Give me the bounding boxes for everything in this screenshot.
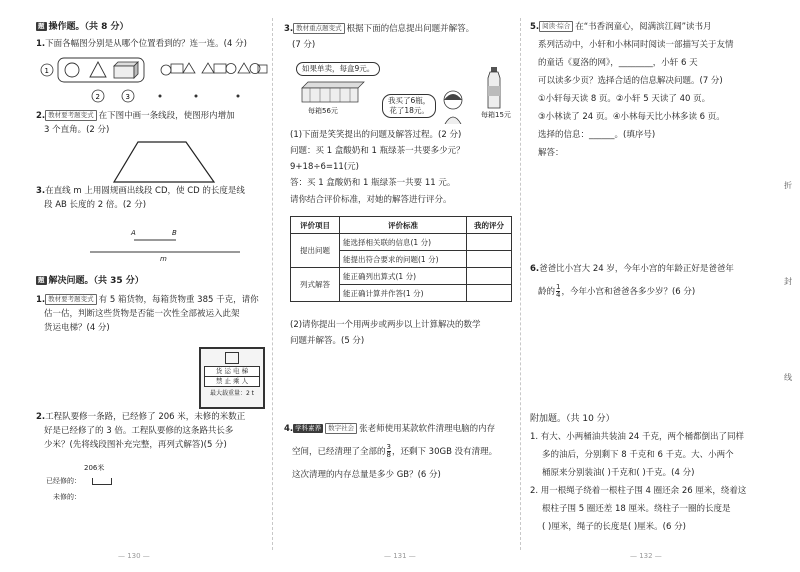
p2-q3-prompt-cont: (7 分) <box>292 40 316 50</box>
q1-prompt: 下面各幅图分别是从哪个位置看到的？连一连。(4 分) <box>45 39 247 49</box>
q4-text <box>36 293 259 307</box>
svg-text:1: 1 <box>44 67 49 75</box>
q4-prompt: 有 5 箱货物，每箱货物重 385 千克，请你 <box>98 295 259 305</box>
p3-q6-prompt: 爸爸比小宫大 24 岁，今年小宫的年龄正好是爸爸年 <box>539 264 734 274</box>
elevator-sign-line1: 货 运 电 梯 <box>204 366 260 377</box>
fraction-denominator: 8 <box>386 451 391 459</box>
p2-q3-tag: 教材重点题变式 <box>293 23 345 34</box>
elevator-icon <box>225 352 239 364</box>
part1-calc: 9+18÷6=11(元) <box>290 162 359 172</box>
q3-number: 3. <box>36 186 46 196</box>
bonus-q1-cont[interactable]: 桶原来分别装油( )千克和( )千克。(4 分) <box>542 468 695 478</box>
page-number: — 131 — <box>384 552 416 560</box>
section-problems-header <box>36 274 144 288</box>
p3-q5-prompt-cont: 可以读多少页？选择合适的信息解决问题。(7 分) <box>538 76 723 86</box>
table-item: 提出问题 <box>291 234 340 268</box>
part2-prompt-cont: 问题并解答。(5 分) <box>290 336 365 346</box>
score-cell[interactable] <box>467 251 512 268</box>
q5-text <box>36 410 245 424</box>
table-criterion: 能正确计算并作答(1 分) <box>340 285 467 302</box>
p3-q6-number: 6. <box>530 264 540 274</box>
q2-prompt: 在下图中画一条线段，使图形内增加 <box>98 111 235 121</box>
table-header: 我的评分 <box>467 217 512 234</box>
tea-bottle-icon <box>484 66 504 110</box>
q5-prompt-cont: 少米？(先将线段图补充完整，再列式解答)(5 分) <box>44 440 227 450</box>
p3-q6-prompt-cont <box>538 284 695 299</box>
table-header: 评价项目 <box>291 217 340 234</box>
girl-speech-line1: 我买了6瓶， <box>388 96 431 105</box>
point-b-label: B <box>172 229 177 237</box>
girl-avatar-icon <box>440 88 466 124</box>
p3-q5-options: ③小林读了 24 页。④小林每天比小林多读 6 页。 <box>538 112 725 122</box>
fraction-denominator: 4 <box>556 291 561 299</box>
section-icon: 题 <box>38 22 45 30</box>
connect-dot[interactable] <box>195 95 198 98</box>
section-operations-header <box>36 20 129 34</box>
p2-q4-text-a: 空间，已经清理了全部的 <box>292 447 386 457</box>
score-cell[interactable] <box>467 234 512 251</box>
part1-scoring-prompt: 请你结合评价标准，对她的解答进行评分。 <box>290 195 452 205</box>
table-criterion: 能选择相关联的信息(1 分) <box>340 234 467 251</box>
svg-text:2: 2 <box>95 93 100 101</box>
segment-done-label: 已经修的： <box>46 477 81 485</box>
view-option-a <box>161 63 195 75</box>
table-criterion: 能提出符合要求的问题(1 分) <box>340 251 467 268</box>
p3-q5-number: 5. <box>530 22 540 32</box>
page-number: — 130 — <box>118 552 150 560</box>
page-131 <box>278 0 516 572</box>
fraction-numerator: 1 <box>556 283 561 291</box>
q3-prompt: 在直线 m 上用圆规画出线段 CD，使 CD 的长度是线 <box>45 186 245 196</box>
p2-q4-text-b: ，还剩下 30GB 没有清理。 <box>391 447 498 457</box>
view-label-3 <box>122 90 134 102</box>
segment-todo-label: 未修的： <box>53 493 81 501</box>
q2-tag: 教材要考题变式 <box>45 110 97 121</box>
p3-q5-prompt: 在“书香润童心，阅满滨江阔”读书月 <box>575 22 712 32</box>
view-label-2 <box>92 90 104 102</box>
part1-problem: 问题：买 1 盒酸奶和 1 瓶绿茶一共要多少元？ <box>290 146 465 156</box>
score-cell[interactable] <box>467 268 512 285</box>
p2-q4-prompt: 张老师使用某款软件清理电脑的内存 <box>359 424 496 434</box>
q5-prompt: 工程队要修一条路，已经修了 206 米，未修的米数正 <box>45 412 246 422</box>
girl-speech-line2: 花了18元。 <box>389 106 429 115</box>
bottle-price-label: 每箱15元 <box>481 111 511 119</box>
p3-q5-prompt-cont: 系列活动中，小轩和小林同时阅读一部描写关于友情 <box>538 40 734 50</box>
p3-q5-text <box>530 20 712 34</box>
p3-q5-choice[interactable]: 选择的信息：______。(填序号) <box>538 130 656 140</box>
part1-prompt: (1)下面是笑笑提出的问题及解答过程。(2 分) <box>290 130 462 140</box>
p3-q6-text-a: 龄的 <box>538 287 556 297</box>
q5-prompt-cont: 好是已经修了的 3 倍。工程队要修的这条路共长多 <box>44 426 234 436</box>
fraction-numerator: 3 <box>386 443 391 451</box>
bonus-q2-cont[interactable]: ( )厘米，绳子的长度是( )厘米。(6 分) <box>542 522 686 532</box>
part1-answer: 答：买 1 盒酸奶和 1 瓶绿茶一共要 11 元。 <box>290 178 456 188</box>
view-option-c <box>238 63 267 74</box>
q1-text <box>36 37 247 51</box>
price-bubble: 如果单卖，每盒9元。 <box>296 62 380 76</box>
elevator-capacity: 最大载重量：2 t <box>209 390 255 397</box>
section-icon: 题 <box>38 276 45 284</box>
p2-q3-prompt: 根据下面的信息提出问题并解答。 <box>346 24 475 34</box>
q1-number: 1. <box>36 39 46 49</box>
p3-q6-text-b: ，今年小宫和爸爸各多少岁？(6 分) <box>561 287 696 297</box>
score-cell[interactable] <box>467 285 512 302</box>
p3-q5-solve-label: 解答： <box>538 148 564 158</box>
views-figure <box>38 56 268 104</box>
fraction-three-eighths <box>387 444 391 459</box>
p2-q3-text <box>284 22 474 36</box>
scoring-table <box>290 216 512 302</box>
p3-q5-options: ①小轩每天读 8 页。②小轩 5 天读了 40 页。 <box>538 94 711 104</box>
q2-text <box>36 109 235 123</box>
box-price-label: 每箱56元 <box>308 107 338 115</box>
binding-margin-char: 线 <box>784 373 792 382</box>
q2-prompt-cont: 3 个直角。(2 分) <box>44 125 110 135</box>
elevator-sign-line2: 禁 止 乘 人 <box>204 377 260 387</box>
page-132 <box>526 0 774 572</box>
table-row <box>291 234 512 251</box>
view-option-b <box>202 63 236 74</box>
table-row <box>291 268 512 285</box>
elevator-sign <box>199 347 265 409</box>
q2-number: 2. <box>36 111 46 121</box>
q4-tag: 教材要考题变式 <box>45 294 97 305</box>
page-number: — 132 — <box>630 552 662 560</box>
fraction-one-quarter <box>556 284 560 299</box>
cuboid-front <box>114 66 134 78</box>
girl-speech-bubble <box>382 94 436 118</box>
svg-text:3: 3 <box>125 93 130 101</box>
page-130 <box>0 0 266 572</box>
table-header: 评价标准 <box>340 217 467 234</box>
p3-q5-tag: 阅读·综合 <box>539 21 573 32</box>
bonus-header: 附加题。（共 10 分） <box>530 414 615 424</box>
sphere-shape <box>65 63 79 77</box>
table-criterion: 能正确列出算式(1 分) <box>340 268 467 285</box>
segment-done-bar <box>92 478 112 485</box>
q3-prompt-cont: 段 AB 长度的 2 倍。(2 分) <box>44 200 147 210</box>
connect-dot[interactable] <box>159 95 162 98</box>
section-title: 操作题。（共 8 分） <box>48 22 129 32</box>
yogurt-box-icon <box>298 80 368 104</box>
p2-q4-text <box>284 422 495 436</box>
cone-shape <box>90 62 106 77</box>
page-divider <box>520 18 521 550</box>
trapezoid-figure <box>110 140 220 186</box>
p2-q4-number: 4. <box>284 424 294 434</box>
part2-prompt: (2)请你提出一个用两步或两步以上计算解决的数学 <box>290 320 481 330</box>
bonus-q2-cont: 根柱子围 5 圈还差 18 厘米。绕柱子一圈的长度是 <box>542 504 731 514</box>
binding-margin-char: 折 <box>784 181 792 190</box>
p2-q3-number: 3. <box>284 24 294 34</box>
line-m-label: m <box>160 255 167 263</box>
bonus-q2: 2. 用一根绳子绕着一根柱子围 4 圈还余 26 厘米，绕着这 <box>530 486 747 496</box>
table-item: 列式解答 <box>291 268 340 302</box>
point-a-label: A <box>131 229 136 237</box>
q4-prompt-cont: 货运电梯？(4 分) <box>44 323 110 333</box>
p2-q4-prompt-cont <box>292 444 497 459</box>
section-title: 解决问题。（共 35 分） <box>48 276 144 286</box>
p3-q5-prompt-cont: 的童话《夏洛的网》，________，小轩 6 天 <box>538 58 698 68</box>
q4-number: 1. <box>36 295 46 305</box>
table-header-row <box>291 217 512 234</box>
q4-prompt-cont: 估一估，判断这些货物是否能一次性全部被运入此架 <box>44 309 240 319</box>
q3-text <box>36 184 245 198</box>
bonus-q1-cont: 多的油后，分别剩下 8 千克和 6 千克。大、小两个 <box>542 450 734 460</box>
view-label-1 <box>41 64 53 76</box>
p2-q4-tag: 数字社会 <box>325 423 357 434</box>
segment-length-label: 206米 <box>84 464 105 472</box>
bonus-q1: 1. 有大、小两桶油共装油 24 千克，两个桶都倒出了同样 <box>530 432 745 442</box>
p3-q6-text <box>530 262 734 276</box>
p2-q4-prompt-cont: 这次清理的内存总量是多少 GB？(6 分) <box>292 470 441 480</box>
connect-dot[interactable] <box>237 95 240 98</box>
page-divider <box>272 18 273 550</box>
binding-margin-char: 封 <box>784 277 792 286</box>
p2-q4-tag: 学科素养 <box>295 424 322 432</box>
q5-number: 2. <box>36 412 46 422</box>
